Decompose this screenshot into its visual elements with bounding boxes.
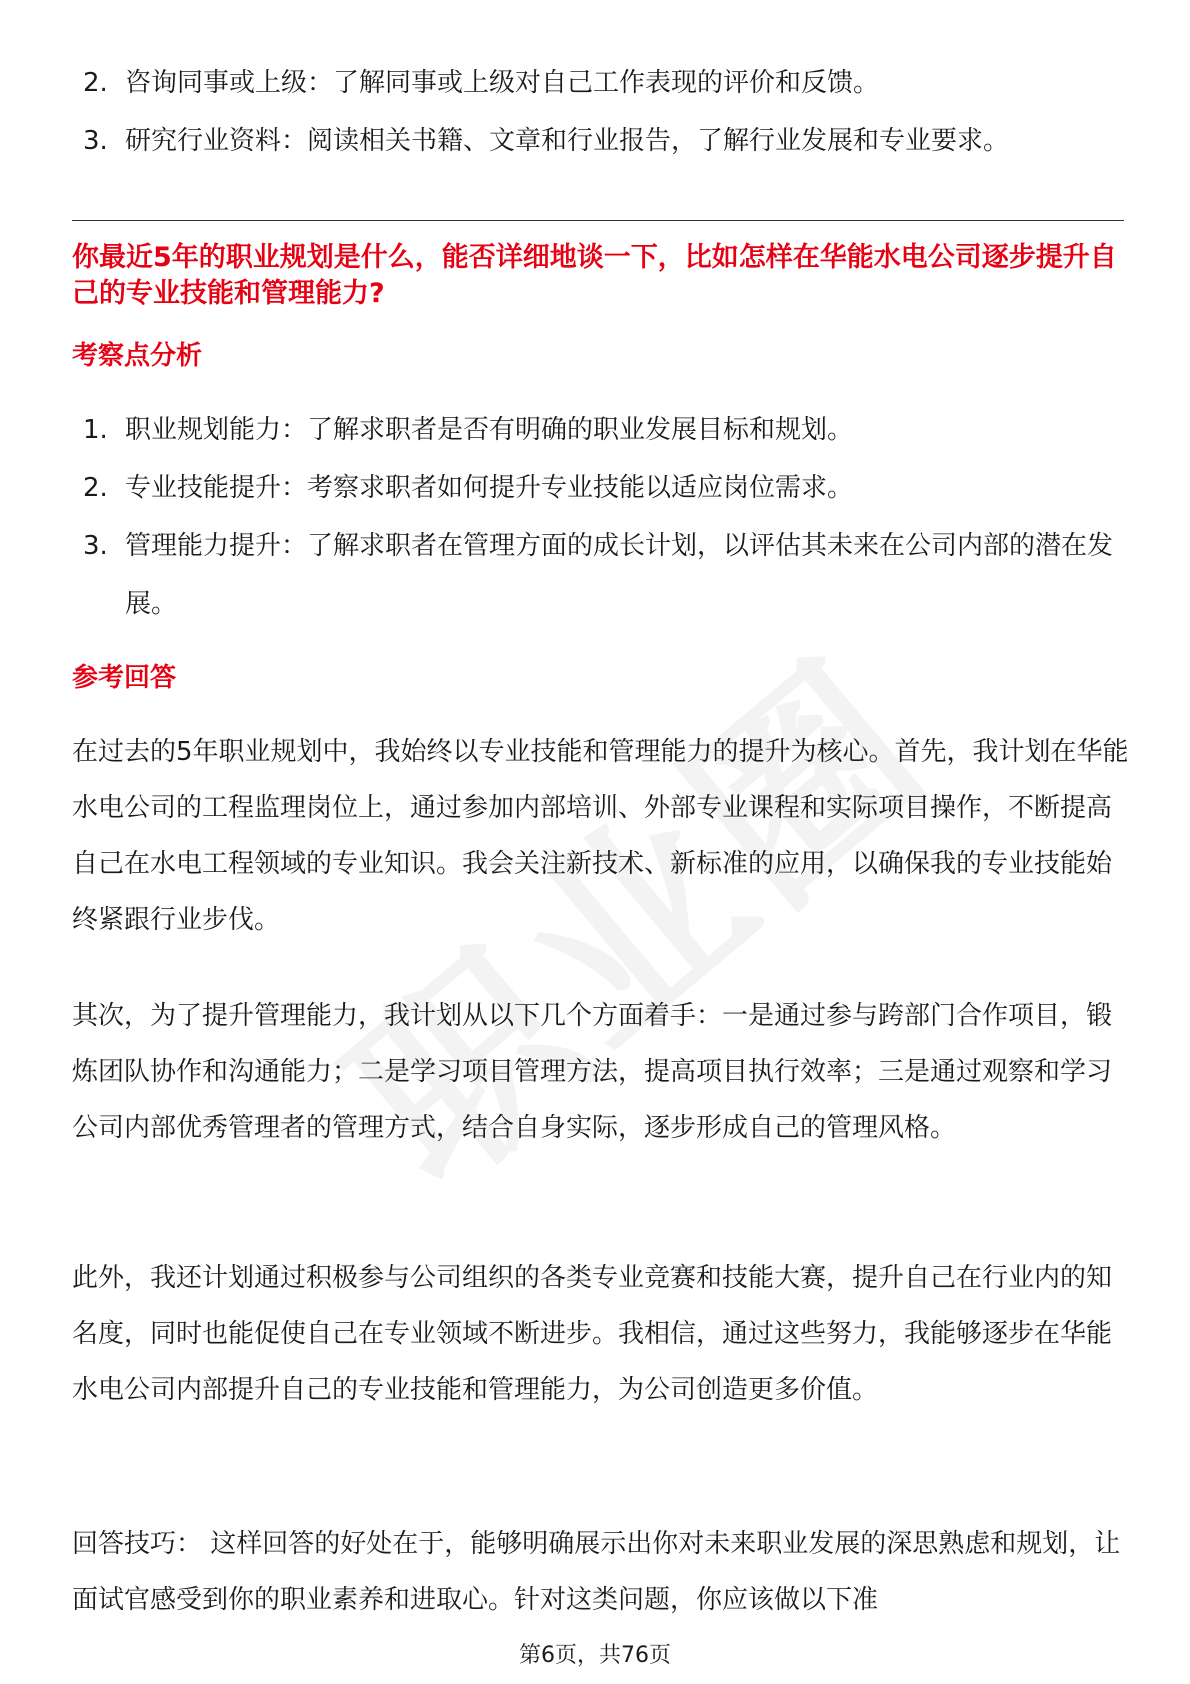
answer-title: 参考回答	[72, 663, 177, 693]
list-item	[83, 459, 1123, 517]
list-number: 2.	[83, 68, 108, 98]
list-text: 专业技能提升：考察求职者如何提升专业技能以适应岗位需求。	[125, 473, 854, 503]
list-text: 研究行业资料：阅读相关书籍、文章和行业报告，了解行业发展和专业要求。	[125, 126, 1010, 156]
page-number: 第6页，共76页	[519, 1643, 671, 1668]
section-divider	[72, 220, 1124, 221]
list-number: 3.	[83, 126, 108, 156]
list-item	[83, 112, 1123, 170]
list-number: 2.	[83, 473, 108, 503]
list-text: 管理能力提升：了解求职者在管理方面的成长计划，以评估其未来在公司内部的潜在发展。	[125, 531, 1114, 619]
list-number: 3.	[83, 531, 108, 561]
list-text: 职业规划能力：了解求职者是否有明确的职业发展目标和规划。	[125, 415, 854, 445]
analysis-list	[83, 401, 1123, 633]
question-heading: 你最近5年的职业规划是什么，能否详细地谈一下，比如怎样在华能水电公司逐步提升自己的专业技能和管理能力?	[72, 242, 1117, 309]
continued-list	[83, 54, 1123, 170]
answer-tip-paragraph: 回答技巧： 这样回答的好处在于，能够明确展示出你对未来职业发展的深思熟虑和规划，让面试官感受到你的职业素养和进取心。针对这类问题，你应该做以下准	[72, 1529, 1121, 1615]
list-item	[83, 401, 1123, 459]
answer-paragraph: 在过去的5年职业规划中，我始终以专业技能和管理能力的提升为核心。首先，我计划在华能水电公司的工程监理岗位上，通过参加内部培训、外部专业课程和实际项目操作，不断提高自己在水电工程领域的专业知识。我会关注新技术、新标准的应用，以确保我的专业技能始终紧跟行业步伐。	[72, 737, 1129, 935]
analysis-title: 考察点分析	[72, 341, 203, 371]
list-item	[83, 54, 1123, 112]
answer-paragraph: 其次，为了提升管理能力，我计划从以下几个方面着手：一是通过参与跨部门合作项目，锻炼团队协作和沟通能力；二是学习项目管理方法，提高项目执行效率；三是通过观察和学习公司内部优秀管理者的管理方式，结合自身实际，逐步形成自己的管理风格。	[72, 1001, 1113, 1143]
list-number: 1.	[83, 415, 108, 445]
answer-paragraph: 此外，我还计划通过积极参与公司组织的各类专业竞赛和技能大赛，提升自己在行业内的知名度，同时也能促使自己在专业领域不断进步。我相信，通过这些努力，我能够逐步在华能水电公司内部提升自己的专业技能和管理能力，为公司创造更多价值。	[72, 1263, 1113, 1405]
list-item	[83, 517, 1123, 633]
list-text: 咨询同事或上级：了解同事或上级对自己工作表现的评价和反馈。	[125, 68, 880, 98]
